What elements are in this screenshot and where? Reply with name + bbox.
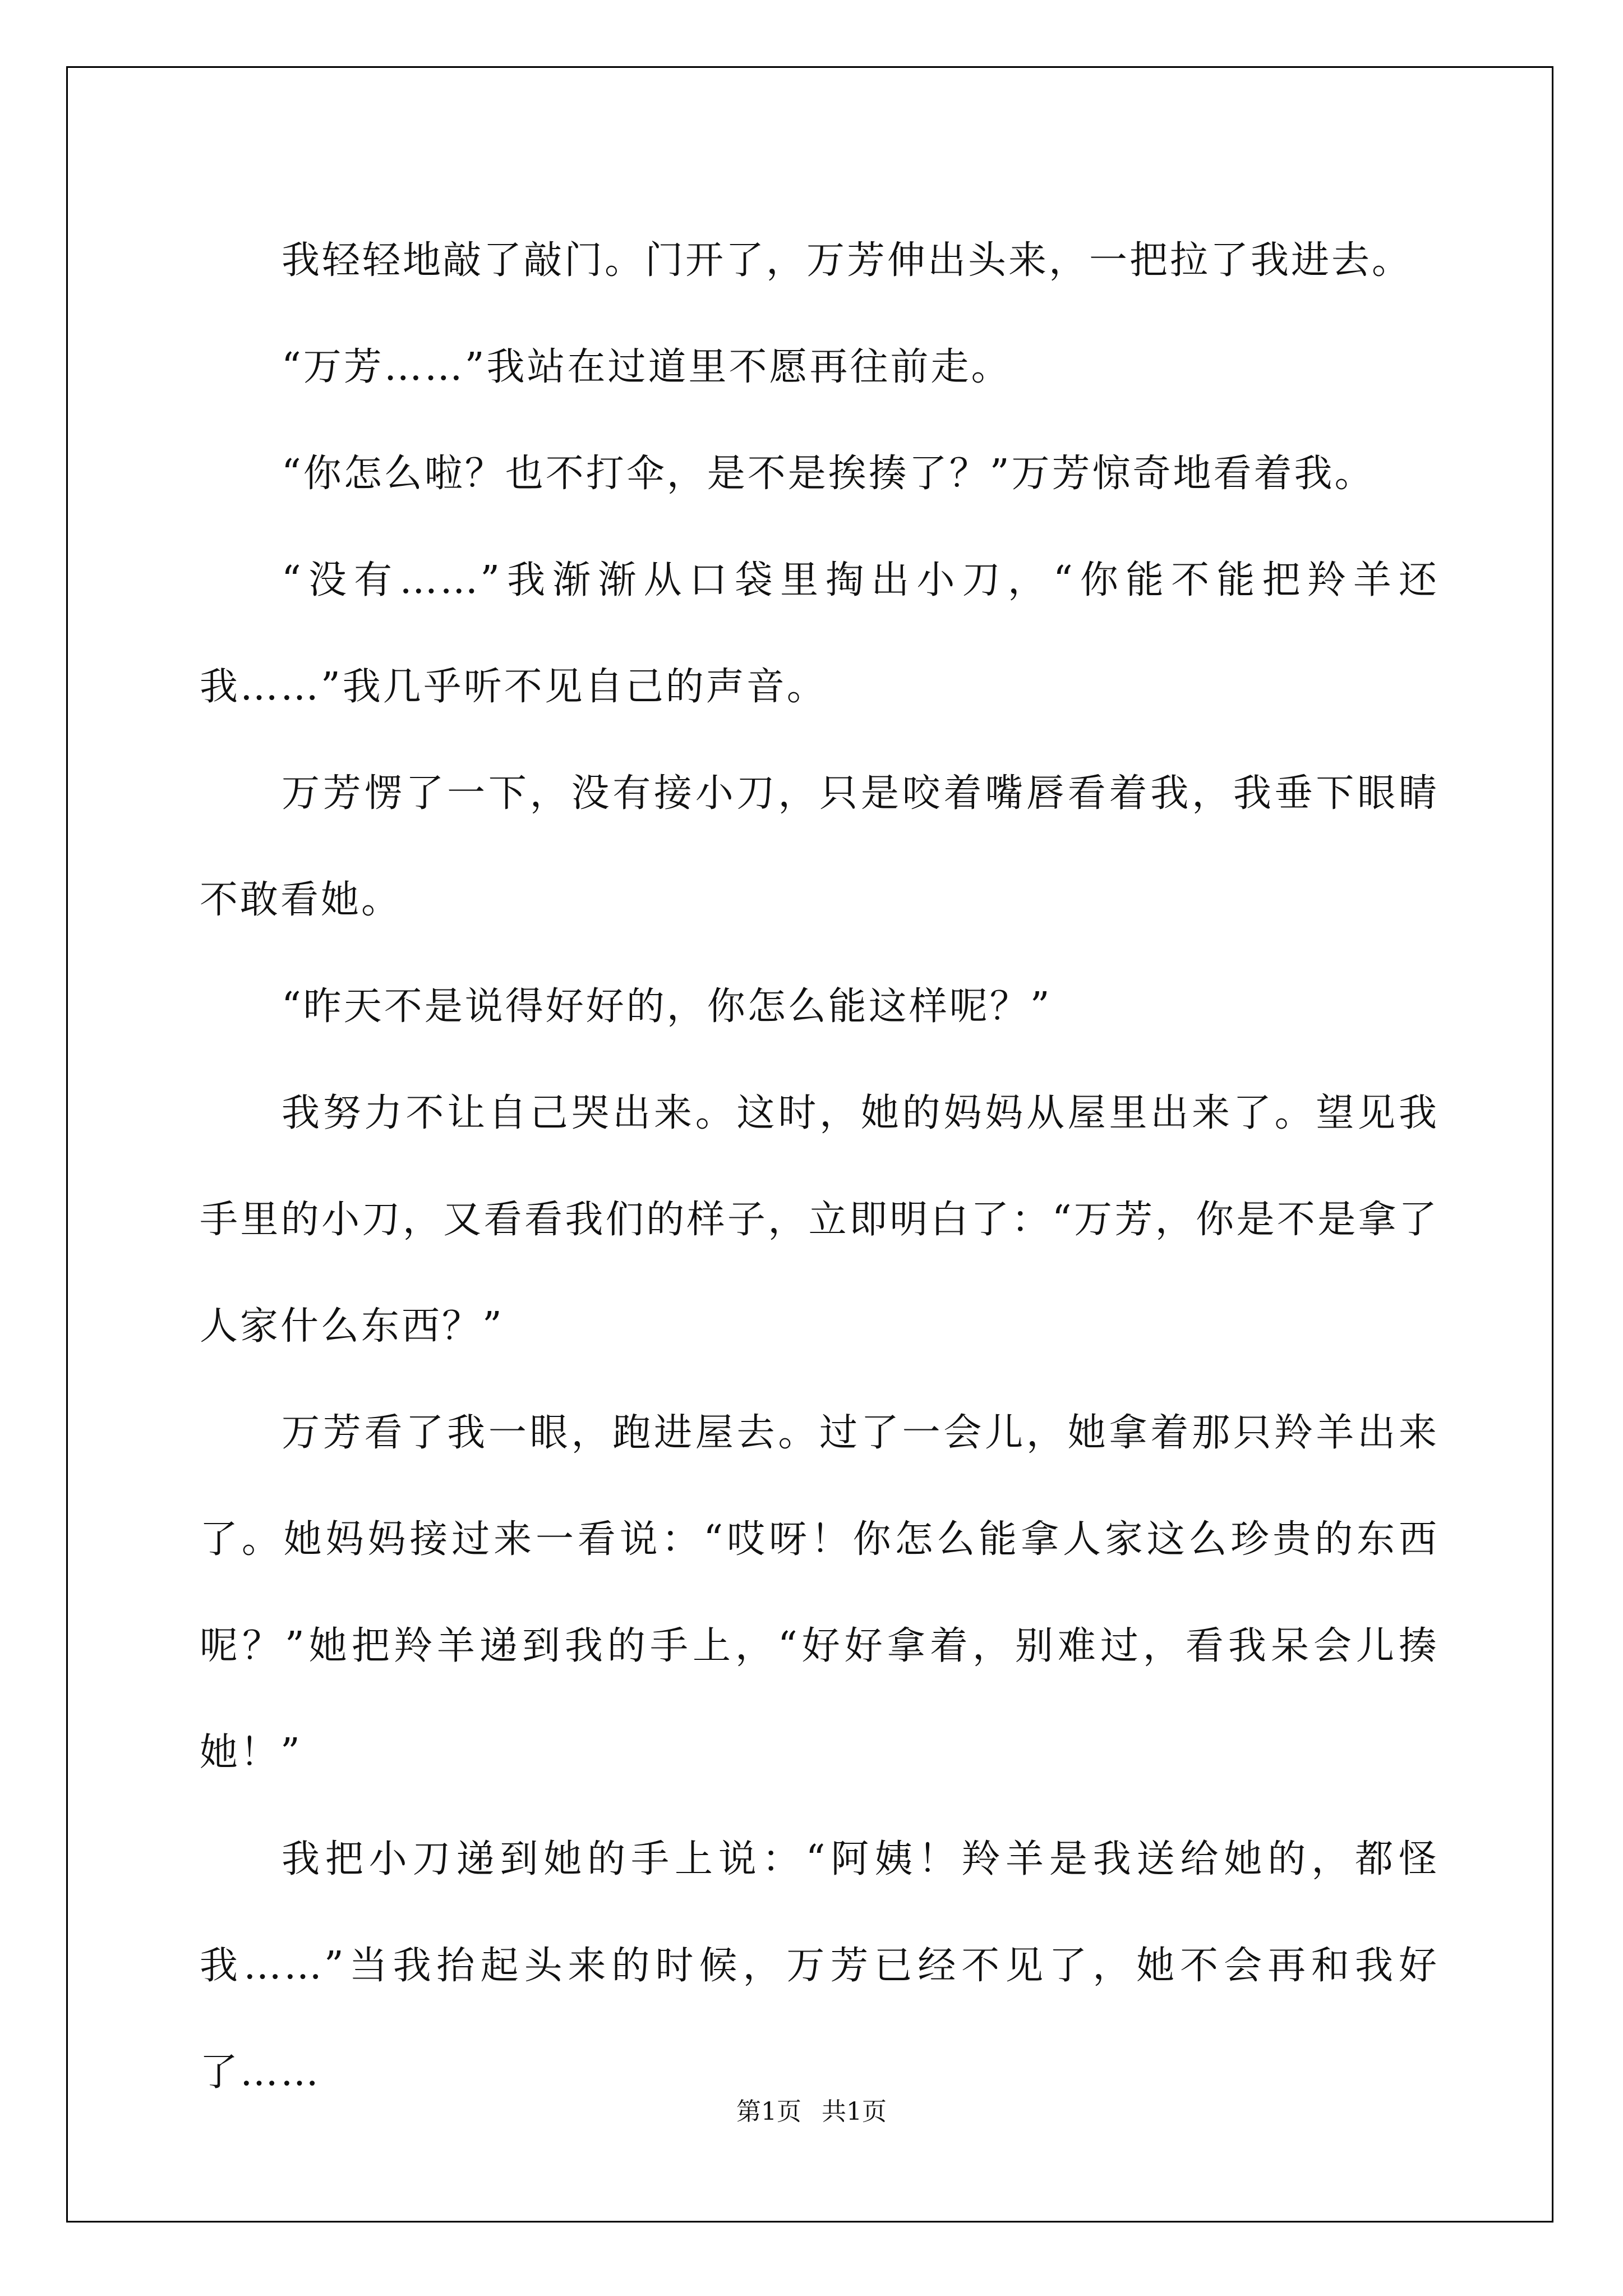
paragraph-2: “万芳……”我站在过道里不愿再往前走。 bbox=[282, 345, 1012, 389]
paragraph-4: “没有……”我渐渐从口袋里掏出小刀，“你能不能把羚羊还我……”我几乎听不见自己的声音。 bbox=[200, 558, 1439, 709]
paragraph-9: 我把小刀递到她的手上说：“阿姨！羚羊是我送给她的，都怪我……”当我抬起头来的时候，万芳已经不见了，她不会再和我好了…… bbox=[200, 1837, 1439, 2095]
paragraph-6: “昨天不是说得好好的，你怎么能这样呢？” bbox=[282, 984, 1052, 1029]
paragraph-5: 万芳愣了一下，没有接小刀，只是咬着嘴唇看着我，我垂下眼睛不敢看她。 bbox=[200, 771, 1439, 922]
page-number-current: 第1页 bbox=[736, 2097, 801, 2126]
paragraph-3: “你怎么啦？也不打伞，是不是挨揍了？”万芳惊奇地看着我。 bbox=[282, 452, 1375, 496]
document-body bbox=[200, 208, 1439, 2126]
page-number-total: 共1页 bbox=[822, 2097, 887, 2126]
paragraph-1: 我轻轻地敲了敲门。门开了，万芳伸出头来，一把拉了我进去。 bbox=[282, 238, 1413, 283]
paragraph-7: 我努力不让自己哭出来。这时，她的妈妈从屋里出来了。望见我手里的小刀，又看看我们的样子，立即明白了：“万芳，你是不是拿了人家什么东西？” bbox=[200, 1091, 1439, 1349]
paragraph-8: 万芳看了我一眼，跑进屋去。过了一会儿，她拿着那只羚羊出来了。她妈妈接过来一看说：“哎呀！你怎么能拿人家这么珍贵的东西呢？”她把羚羊递到我的手上，“好好拿着，别难过，看我呆会儿揍她！” bbox=[200, 1411, 1439, 1775]
page-footer bbox=[0, 2091, 1623, 2127]
